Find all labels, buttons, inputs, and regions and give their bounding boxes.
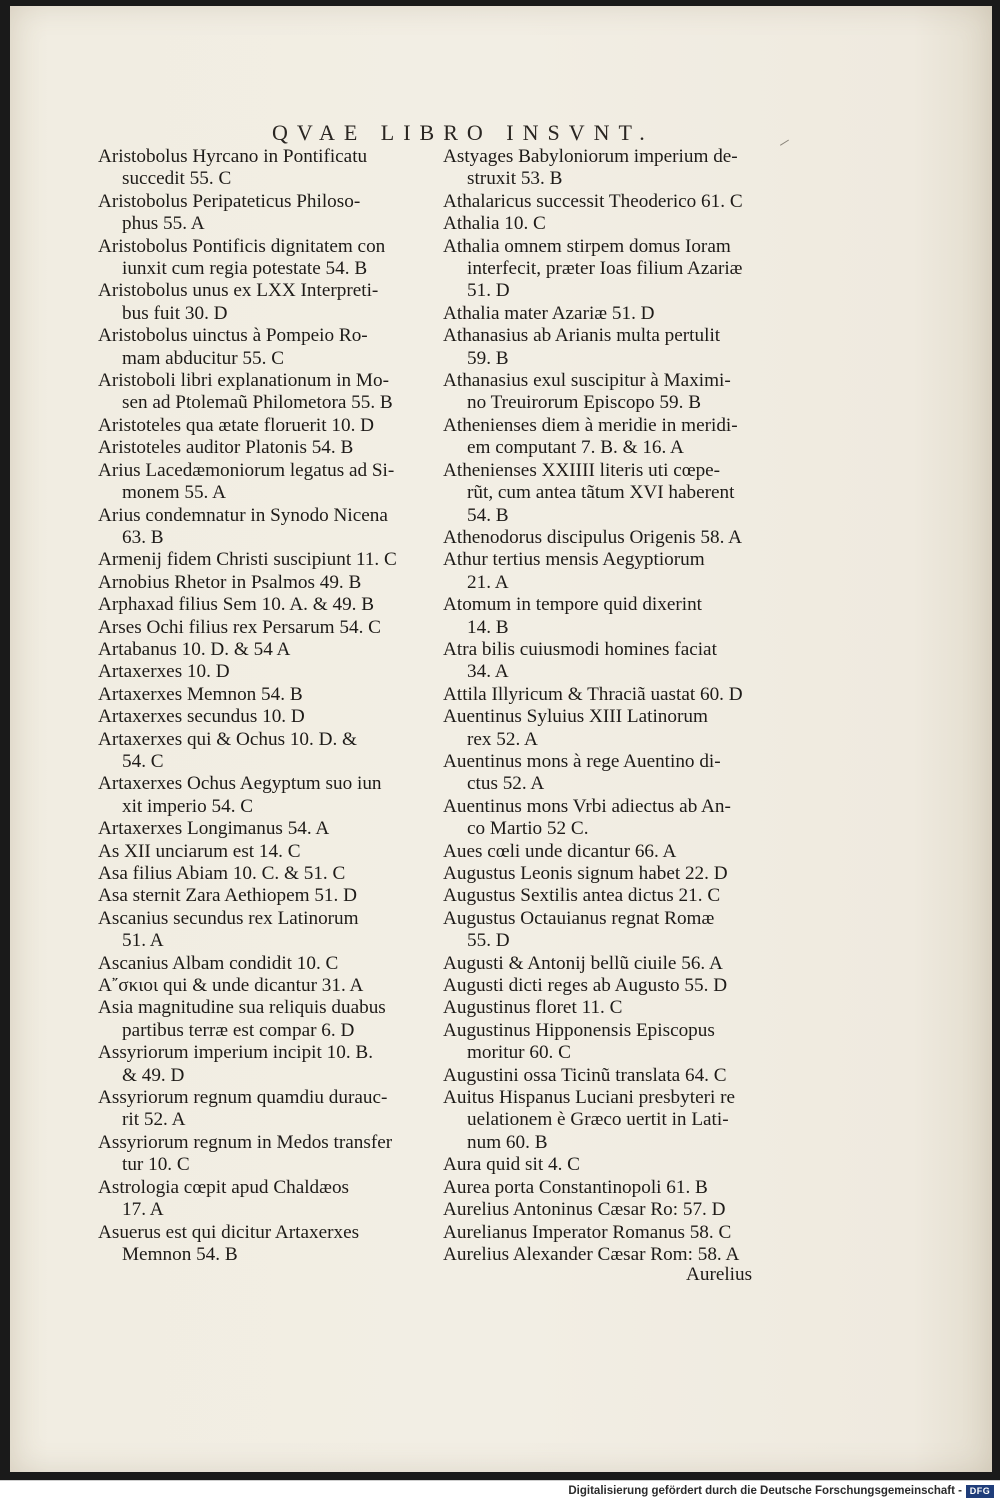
- index-entry-text: Arphaxad filius Sem 10. A. & 49. B: [98, 594, 375, 616]
- index-entry: [443, 706, 778, 751]
- index-entry: [443, 997, 778, 1019]
- index-entry: [443, 549, 778, 594]
- index-entry-continuation: struxit 53. B: [467, 168, 563, 190]
- index-entry-text: Auitus Hispanus Luciani presbyteri re: [443, 1087, 736, 1109]
- index-entry: [98, 437, 438, 459]
- index-entry: [98, 997, 438, 1042]
- index-entry: [98, 863, 438, 885]
- index-entry-continuation: bus fuit 30. D: [122, 302, 228, 324]
- index-entry-continuation: xit imperio 54. C: [122, 795, 254, 817]
- index-entry-text: Artaxerxes secundus 10. D: [98, 706, 305, 728]
- index-entry: [98, 818, 438, 840]
- index-entry: [98, 639, 438, 661]
- index-entry-continuation: mam abducitur 55. C: [122, 347, 284, 369]
- index-entry-text: Armenij fidem Christi suscipiunt 11. C: [98, 549, 397, 571]
- index-entry-text: Athalia omnem stirpem domus Ioram: [443, 235, 731, 257]
- index-entry: [98, 572, 438, 594]
- index-column-left: [98, 146, 438, 1266]
- index-entry-text: Augustus Leonis signum habet 22. D: [443, 863, 728, 884]
- index-entry-continuation: em computant 7. B. & 16. A: [467, 437, 684, 459]
- index-entry-continuation: sen ad Ptolemaũ Philometora 55. B: [122, 392, 393, 414]
- index-entry-continuation: monem 55. A: [122, 482, 226, 504]
- index-entry: [443, 236, 778, 303]
- index-entry: [443, 885, 778, 907]
- index-entry-continuation: tur 10. C: [122, 1154, 190, 1176]
- index-entry-text: Athalia mater Azariæ 51. D: [443, 302, 655, 324]
- index-entry-text: Augusti dicti reges ab Augusto 55. D: [443, 975, 728, 997]
- index-entry-text: Athenodorus discipulus Origenis 58. A: [443, 526, 742, 548]
- index-entry-text: Athalia 10. C: [443, 213, 546, 235]
- index-entry-text: Aurelianus Imperator Romanus 58. C: [443, 1221, 732, 1243]
- index-entry-continuation: succedit 55. C: [122, 168, 232, 190]
- index-entry: [98, 505, 438, 550]
- index-entry: [98, 908, 438, 953]
- index-entry: [443, 908, 778, 953]
- index-entry-continuation: 14. B: [467, 616, 509, 638]
- book-page: [10, 6, 992, 1472]
- index-entry: [98, 885, 438, 907]
- index-entry-text: Augustini ossa Ticinũ translata 64. C: [443, 1064, 727, 1086]
- index-entry-continuation: 54. B: [467, 504, 509, 526]
- index-entry-text: Aristobolus unus ex LXX Interpreti-: [98, 280, 379, 302]
- index-column-right: [443, 146, 778, 1266]
- index-entry-continuation: interfecit, præter Ioas filium Azariæ: [467, 258, 743, 280]
- index-entry-text: Auentinus Syluius XIII Latinorum: [443, 706, 708, 728]
- index-entry-text: Auentinus mons à rege Auentino di-: [443, 750, 721, 772]
- footer-bar: [0, 1480, 1000, 1503]
- index-entry: [443, 1154, 778, 1176]
- index-entry: [98, 953, 438, 975]
- index-entry: [443, 1199, 778, 1221]
- index-entry-text: Athenienses diem à meridie in meridi-: [443, 414, 738, 436]
- index-entry-text: Ascanius Albam condidit 10. C: [98, 952, 339, 974]
- index-entry: [443, 191, 778, 213]
- index-entry-text: Auentinus mons Vrbi adiectus ab An-: [443, 795, 731, 817]
- index-entry: [443, 594, 778, 639]
- index-entry: [443, 1244, 778, 1266]
- index-entry-text: Aristoteles qua ætate floruerit 10. D: [98, 414, 375, 436]
- running-head: QVAE LIBRO INSVNT.: [272, 120, 654, 145]
- index-entry-text: Aristoboli libri explanationum in Mo-: [98, 370, 389, 392]
- index-entry-text: Arius Lacedæmoniorum legatus ad Si-: [98, 459, 395, 481]
- index-entry-continuation: 54. C: [122, 750, 164, 772]
- index-entry-continuation: no Treuirorum Episcopo 59. B: [467, 392, 701, 414]
- index-entry-text: Athenienses XXIIII literis uti cœpe-: [443, 459, 721, 481]
- index-entry-text: Aristobolus Hyrcano in Pontificatu: [98, 146, 368, 167]
- index-entry: [98, 191, 438, 236]
- index-entry-text: Artabanus 10. D. & 54 A: [98, 638, 291, 660]
- index-entry: [443, 841, 778, 863]
- index-entry: [443, 527, 778, 549]
- index-entry-text: Astrologia cœpit apud Chaldæos: [98, 1176, 350, 1198]
- dfg-logo: DFG: [966, 1485, 994, 1498]
- index-entry-text: Augustinus floret 11. C: [443, 997, 623, 1019]
- index-entry-text: Artaxerxes qui & Ochus 10. D. &: [98, 728, 357, 750]
- index-entry-continuation: ctus 52. A: [467, 773, 545, 795]
- index-entry-continuation: rũt, cum antea tãtum XVI haberent: [467, 482, 735, 504]
- index-entry-text: Aurelius Alexander Cæsar Rom: 58. A: [443, 1243, 740, 1265]
- index-entry-text: Aristobolus Pontificis dignitatem con: [98, 235, 386, 257]
- index-entry: [443, 863, 778, 885]
- index-entry-continuation: iunxit cum regia potestate 54. B: [122, 258, 368, 280]
- index-entry-continuation: moritur 60. C: [467, 1042, 571, 1064]
- index-entry: [98, 1222, 438, 1267]
- index-entry: [98, 236, 438, 281]
- index-entry: [443, 303, 778, 325]
- index-entry: [443, 1177, 778, 1199]
- index-entry: [98, 460, 438, 505]
- index-entry: [98, 325, 438, 370]
- index-entry: [443, 325, 778, 370]
- index-entry-text: Asuerus est qui dicitur Artaxerxes: [98, 1221, 360, 1243]
- index-entry-text: Athalaricus successit Theoderico 61. C: [443, 190, 743, 212]
- index-entry: [98, 661, 438, 683]
- index-entry: [443, 684, 778, 706]
- index-entry-text: Athur tertius mensis Aegyptiorum: [443, 549, 705, 571]
- index-entry-text: As XII unciarum est 14. C: [98, 840, 301, 862]
- index-entry-text: Athanasius ab Arianis multa pertulit: [443, 325, 721, 347]
- index-entry-text: Aristoteles auditor Platonis 54. B: [98, 437, 354, 459]
- index-entry-continuation: 51. A: [122, 930, 164, 952]
- index-entry: [98, 370, 438, 415]
- index-entry-continuation: 63. B: [122, 526, 164, 548]
- index-entry: [98, 729, 438, 774]
- index-entry: [98, 1042, 438, 1087]
- index-entry: [443, 1087, 778, 1154]
- index-entry-text: Augustus Octauianus regnat Romæ: [443, 907, 715, 929]
- index-entry-text: Atra bilis cuiusmodi homines faciat: [443, 638, 717, 660]
- index-entry-continuation: rit 52. A: [122, 1109, 186, 1131]
- index-entry-continuation: rex 52. A: [467, 728, 538, 750]
- index-entry: [98, 617, 438, 639]
- index-entry: [443, 1020, 778, 1065]
- index-entry: [443, 415, 778, 460]
- index-entry-text: Athanasius exul suscipitur à Maximi-: [443, 370, 731, 392]
- index-entry: [443, 1222, 778, 1244]
- index-entry-text: Artaxerxes Longimanus 54. A: [98, 818, 330, 840]
- index-entry: [443, 460, 778, 527]
- index-entry-text: Asia magnitudine sua reliquis duabus: [98, 997, 386, 1019]
- index-entry-text: Attila Illyricum & Thraciã uastat 60. D: [443, 683, 743, 705]
- index-entry-text: Aura quid sit 4. C: [443, 1154, 580, 1176]
- index-entry-continuation: 55. D: [467, 930, 510, 952]
- index-entry: [98, 594, 438, 616]
- index-entry-continuation: 21. A: [467, 571, 509, 593]
- index-entry-text: Arnobius Rhetor in Psalmos 49. B: [98, 571, 362, 593]
- index-entry-text: Artaxerxes Memnon 54. B: [98, 683, 303, 705]
- index-entry: [443, 975, 778, 997]
- index-entry: [98, 1132, 438, 1177]
- index-entry-continuation: num 60. B: [467, 1131, 548, 1153]
- index-entry-text: Asa sternit Zara Aethiopem 51. D: [98, 885, 357, 907]
- index-entry-continuation: 51. D: [467, 280, 510, 302]
- index-entry: [98, 415, 438, 437]
- index-entry-continuation: partibus terræ est compar 6. D: [122, 1019, 355, 1041]
- index-entry-text: Arses Ochi filius rex Persarum 54. C: [98, 616, 381, 638]
- index-entry-continuation: uelationem è Græco uertit in Lati-: [467, 1109, 729, 1131]
- index-entry: [443, 639, 778, 684]
- index-entry: [443, 796, 778, 841]
- index-entry-continuation: phus 55. A: [122, 213, 205, 235]
- index-entry-text: Assyriorum regnum quamdiu durauc-: [98, 1087, 388, 1109]
- index-entry-text: Atomum in tempore quid dixerint: [443, 594, 702, 616]
- index-entry: [98, 549, 438, 571]
- index-entry-continuation: 34. A: [467, 661, 509, 683]
- index-entry: [98, 1087, 438, 1132]
- index-entry: [98, 706, 438, 728]
- index-entry: [98, 841, 438, 863]
- index-entry-text: Augustinus Hipponensis Episcopus: [443, 1019, 715, 1041]
- index-entry-continuation: co Martio 52 C.: [467, 818, 589, 840]
- index-entry-text: Aues cœli unde dicantur 66. A: [443, 840, 677, 862]
- index-entry: [98, 684, 438, 706]
- index-entry-text: Aristobolus Peripateticus Philoso-: [98, 190, 361, 212]
- catchword: Aurelius: [686, 1264, 753, 1285]
- index-entry: [443, 213, 778, 235]
- footer-credit: Digitalisierung gefördert durch die Deutsche Forschungsgemeinschaft -: [568, 1485, 962, 1497]
- index-entry-text: Assyriorum regnum in Medos transfer: [98, 1131, 393, 1153]
- index-entry: [443, 751, 778, 796]
- index-entry-text: Arius condemnatur in Synodo Nicena: [98, 504, 388, 526]
- index-entry-text: Augusti & Antonij bellũ ciuile 56. A: [443, 952, 723, 974]
- index-entry-text: Aurelius Antoninus Cæsar Ro: 57. D: [443, 1199, 726, 1221]
- index-entry-text: Astyages Babyloniorum imperium de-: [443, 146, 738, 167]
- index-entry: [98, 280, 438, 325]
- index-entry-text: Artaxerxes 10. D: [98, 661, 230, 683]
- index-entry: [443, 370, 778, 415]
- index-entry-text: Aurea porta Constantinopoli 61. B: [443, 1176, 708, 1198]
- index-entry-continuation: & 49. D: [122, 1064, 185, 1086]
- index-entry-text: Augustus Sextilis antea dictus 21. C: [443, 885, 721, 907]
- index-entry-text: Aristobolus uinctus à Pompeio Ro-: [98, 325, 368, 347]
- index-entry-continuation: Memnon 54. B: [122, 1243, 238, 1265]
- index-entry-text: Assyriorum imperium incipit 10. B.: [98, 1042, 374, 1064]
- index-entry: [443, 1065, 778, 1087]
- index-entry-text: Artaxerxes Ochus Aegyptum suo iun: [98, 773, 382, 795]
- index-entry: [98, 975, 438, 997]
- index-entry-text: Asa filius Abiam 10. C. & 51. C: [98, 863, 346, 884]
- pencil-mark: [780, 140, 790, 148]
- index-entry-text: Α῎σκιοι qui & unde dicantur 31. A: [98, 975, 364, 997]
- index-entry: [98, 773, 438, 818]
- index-entry: [443, 146, 778, 191]
- index-entry: [443, 953, 778, 975]
- index-entry-text: Ascanius secundus rex Latinorum: [98, 907, 359, 929]
- index-entry: [98, 146, 438, 191]
- index-entry-continuation: 59. B: [467, 347, 509, 369]
- index-entry-continuation: 17. A: [122, 1199, 164, 1221]
- index-entry: [98, 1177, 438, 1222]
